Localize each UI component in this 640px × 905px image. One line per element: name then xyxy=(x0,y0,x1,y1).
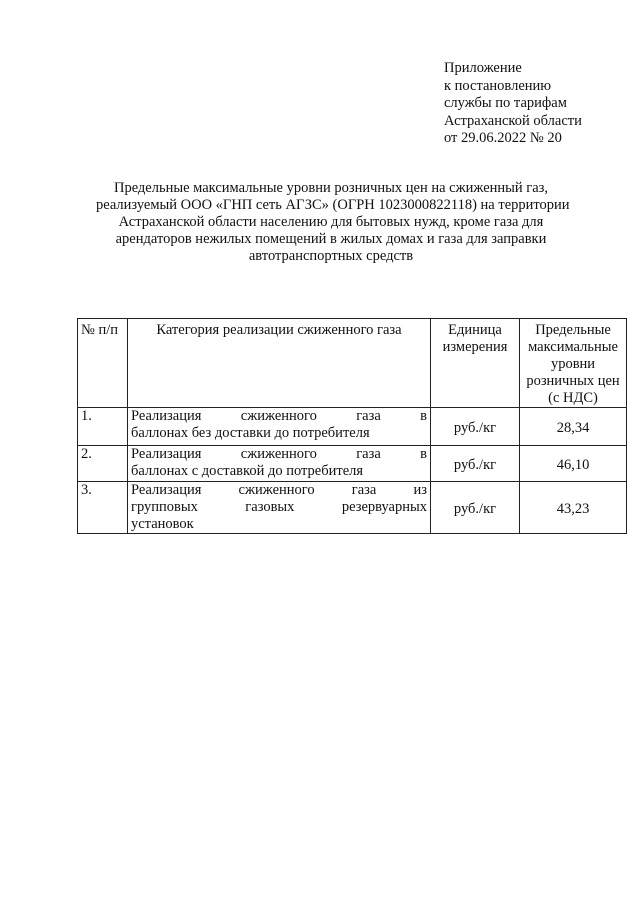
row-category xyxy=(128,446,431,482)
category-line: групповых газовых резервуарных xyxy=(131,499,427,515)
row-price: 28,34 xyxy=(520,408,627,446)
category-line: установок xyxy=(131,516,194,532)
table-header-row xyxy=(78,319,627,408)
appendix-line: службы по тарифам xyxy=(444,95,567,111)
appendix-line: к постановлению xyxy=(444,77,552,94)
category-line: баллонах без доставки до потребителя xyxy=(131,425,370,441)
row-unit: руб./кг xyxy=(431,446,520,482)
header-category: Категория реализации сжиженного газа xyxy=(128,319,431,408)
row-num: 2. xyxy=(78,446,128,482)
row-category xyxy=(128,408,431,446)
header-unit: Единица измерения xyxy=(431,319,520,408)
row-num: 1. xyxy=(78,408,128,446)
row-unit: руб./кг xyxy=(431,482,520,534)
category-line: Реализация сжиженного газа в xyxy=(131,408,427,424)
category-line: Реализация сжиженного газа из xyxy=(131,482,427,498)
title-line: арендаторов нежилых помещений в жилых домах и газа для заправки xyxy=(115,231,547,247)
table-row xyxy=(78,482,627,534)
category-line: Реализация сжиженного газа в xyxy=(131,446,427,462)
row-category xyxy=(128,482,431,534)
table-row xyxy=(78,446,627,482)
header-num: № п/п xyxy=(78,319,128,408)
title-line: автотранспортных средств xyxy=(248,248,414,264)
title-line: реализуемый ООО «ГНП сеть АГЗС» (ОГРН 1023000822118) на территории xyxy=(96,197,570,213)
appendix-date-line: от 29.06.2022 № 20 xyxy=(444,130,562,146)
appendix-line: Астраханской области xyxy=(444,112,582,129)
title-line: Предельные максимальные уровни розничных цен на сжиженный газ, xyxy=(113,180,549,196)
appendix-line: Приложение xyxy=(444,60,522,76)
appendix-block xyxy=(444,60,634,148)
row-num: 3. xyxy=(78,482,128,534)
row-unit: руб./кг xyxy=(431,408,520,446)
category-line: баллонах с доставкой до потребителя xyxy=(131,463,364,479)
row-price: 46,10 xyxy=(520,446,627,482)
document-title xyxy=(96,180,570,265)
table-row xyxy=(78,408,627,446)
title-line: Астраханской области населению для бытовых нужд, кроме газа для xyxy=(118,214,544,230)
row-price: 43,23 xyxy=(520,482,627,534)
header-price: Предельные максимальные уровни розничных цен (с НДС) xyxy=(520,319,627,408)
price-table xyxy=(77,318,627,534)
